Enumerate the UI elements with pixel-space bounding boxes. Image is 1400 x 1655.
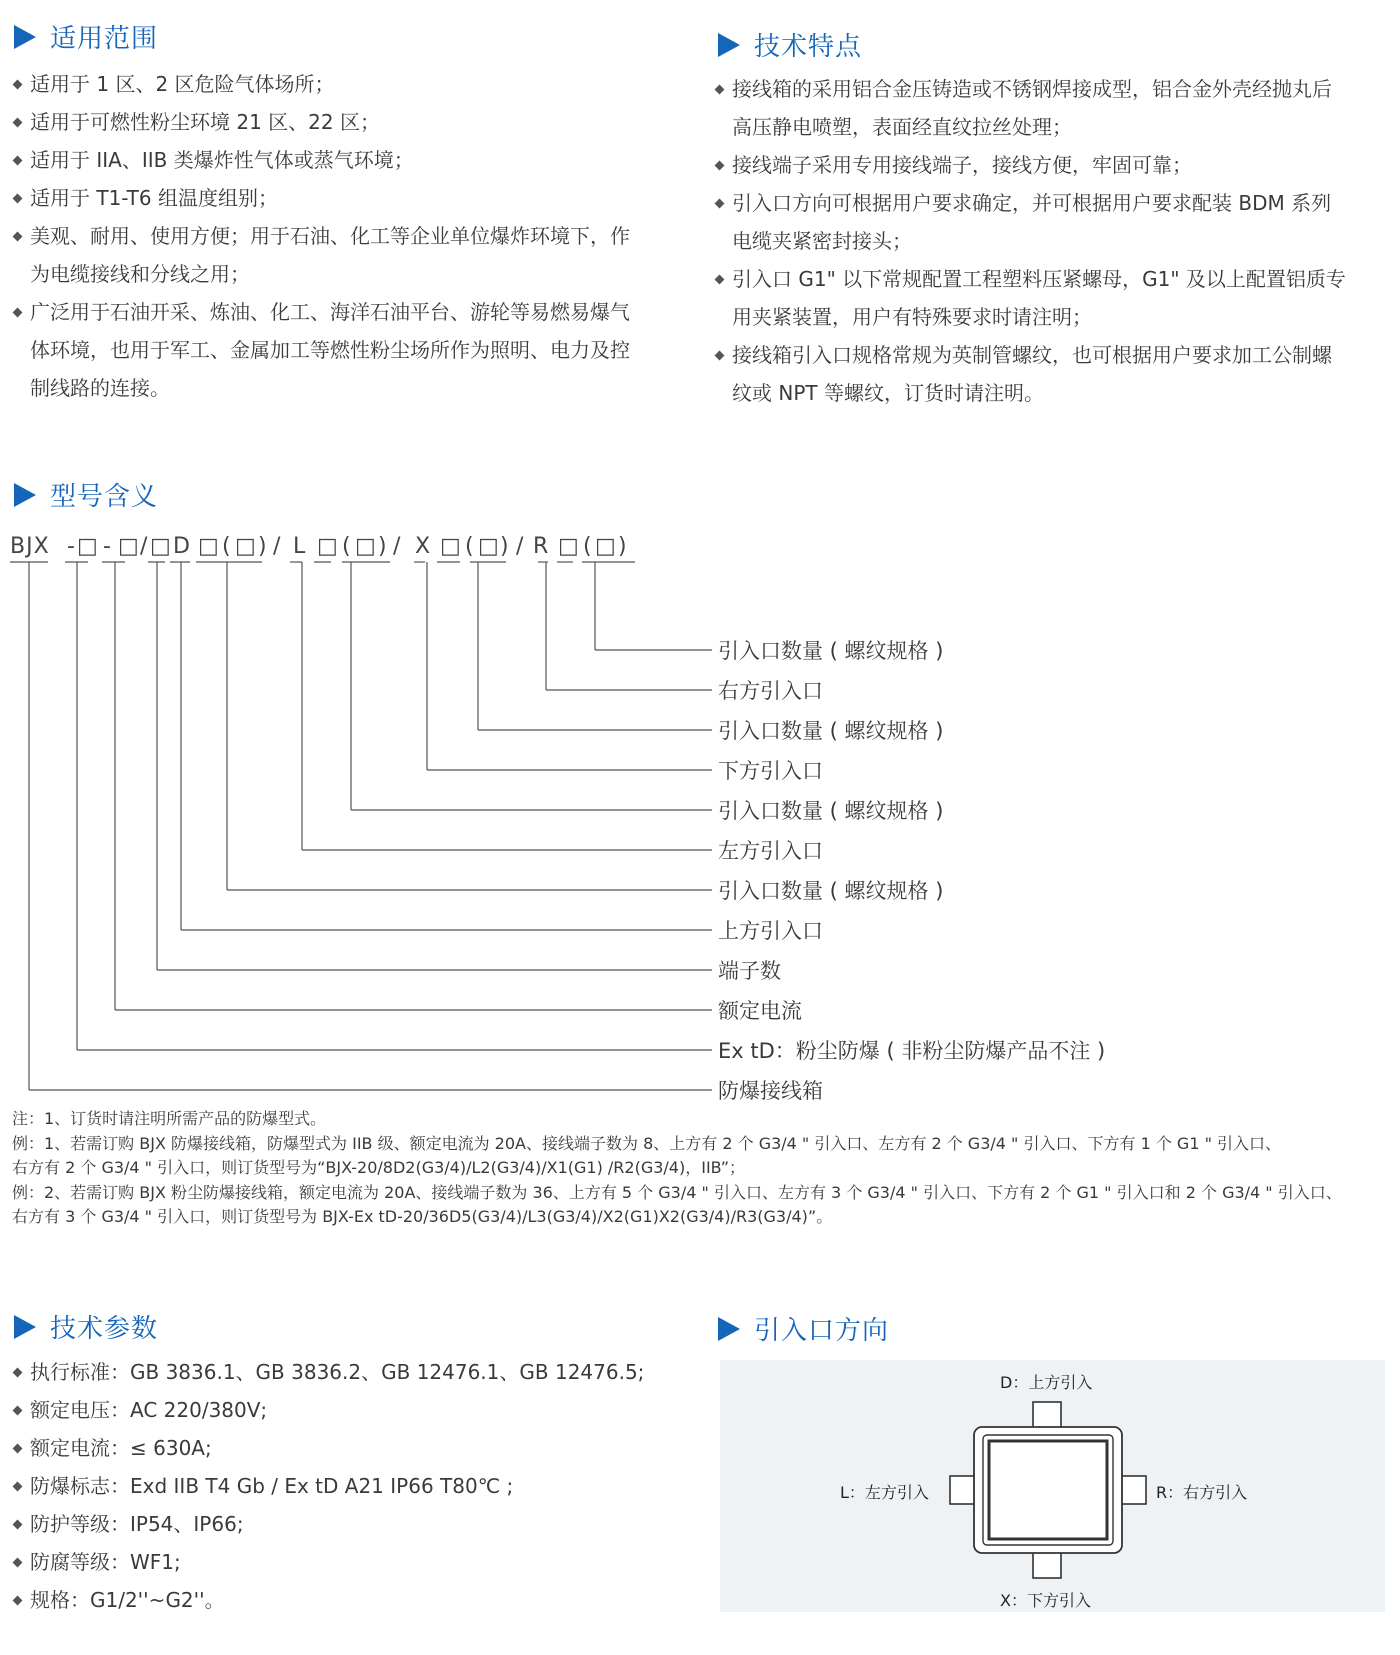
note-line: 右方有 3 个 G3/4 " 引入口，则订货型号为 BJX-Ex tD-20/36D5(G3/4)/L3(G3/4)/X2(G1)X2(G3/4)/R3(G3/4)”。 xyxy=(12,1207,833,1226)
code-placeholder-box: □ xyxy=(478,534,500,559)
params-section-title xyxy=(14,1308,158,1345)
note-line: 右方有 2 个 G3/4 " 引入口，则订货型号为“BJX-20/8D2(G3/4)/L2(G3/4)/X1(G1) /R2(G3/4)，IIB”； xyxy=(12,1158,746,1177)
code-char: ) xyxy=(378,534,388,559)
box-outer xyxy=(974,1427,1122,1553)
param-item: 执行标准：GB 3836.1、GB 3836.2、GB 12476.1、GB 12476.5; xyxy=(12,1353,692,1391)
model-description-label: 引入口数量 ( 螺纹规格 ) xyxy=(718,639,944,663)
code-placeholder-box: □ xyxy=(595,534,617,559)
scope-title: 适用范围 xyxy=(50,24,159,54)
code-char: ) xyxy=(500,534,510,559)
code-char: D xyxy=(173,534,191,559)
feature-item: 接线箱引入口规格常规为英制管螺纹，也可根据用户要求加工公制螺 纹或 NPT 等螺纹，订货时请注明。 xyxy=(714,336,1394,412)
code-char: R xyxy=(533,534,550,559)
code-char: ( xyxy=(222,534,232,559)
param-item: 额定电流：≤ 630A; xyxy=(12,1429,692,1467)
code-char: ) xyxy=(258,534,268,559)
diamond-bullet-icon xyxy=(13,1596,23,1606)
param-item: 防腐等级：WF1; xyxy=(12,1543,692,1581)
code-char: - xyxy=(103,534,112,559)
param-item: 防爆标志：Exd IIB T4 Gb / Ex tD A21 IP66 T80℃ ; xyxy=(12,1467,692,1505)
code-placeholder-box: □ xyxy=(440,534,462,559)
model-description-label: 右方引入口 xyxy=(718,679,823,703)
model-description-label: 额定电流 xyxy=(718,999,802,1023)
code-placeholder-box: □ xyxy=(198,534,220,559)
model-notes xyxy=(12,1107,1392,1230)
diamond-bullet-icon xyxy=(13,1444,23,1454)
code-placeholder-box: □ xyxy=(150,534,172,559)
params-list xyxy=(12,1353,692,1619)
diamond-bullet-icon xyxy=(13,1406,23,1416)
left-port xyxy=(950,1476,976,1504)
top-port xyxy=(1033,1402,1061,1428)
code-char: ( xyxy=(465,534,475,559)
features-title: 技术特点 xyxy=(754,32,863,62)
code-placeholder-box: □ xyxy=(118,534,140,559)
code-placeholder-box: □ xyxy=(355,534,377,559)
model-description-label: 下方引入口 xyxy=(718,759,823,783)
diamond-bullet-icon xyxy=(13,1520,23,1530)
diamond-bullet-icon xyxy=(13,1482,23,1492)
model-description-label: 引入口数量 ( 螺纹规格 ) xyxy=(718,799,944,823)
code-placeholder-box: □ xyxy=(77,534,99,559)
model-description-label: 引入口数量 ( 螺纹规格 ) xyxy=(718,719,944,743)
note-line: 注：1、订货时请注明所需产品的防爆型式。 xyxy=(12,1109,327,1128)
param-item: 规格：G1/2''~G2''。 xyxy=(12,1581,692,1619)
entry-direction-section-title xyxy=(718,1310,889,1347)
code-char: ( xyxy=(342,534,352,559)
model-description-label: 防爆接线箱 xyxy=(718,1079,823,1103)
param-item: 额定电压：AC 220/380V; xyxy=(12,1391,692,1429)
code-char: BJX xyxy=(10,534,50,559)
right-port xyxy=(1120,1476,1146,1504)
triangle-bullet-icon xyxy=(14,1315,36,1339)
entry-direction-title: 引入口方向 xyxy=(754,1316,890,1346)
code-placeholder-box: □ xyxy=(558,534,580,559)
code-placeholder-box: □ xyxy=(235,534,257,559)
model-description-label: Ex tD：粉尘防爆 ( 非粉尘防爆产品不注 ) xyxy=(718,1039,1106,1063)
scope-item: 适用于可燃性粉尘环境 21 区、22 区； xyxy=(12,103,682,141)
top-entry-label: D：上方引入 xyxy=(1000,1373,1093,1392)
model-description-label: 上方引入口 xyxy=(718,919,823,943)
code-char: ( xyxy=(583,534,593,559)
scope-item: 适用于 T1-T6 组温度组别； xyxy=(12,179,682,217)
feature-item: 接线箱的采用铝合金压铸造或不锈钢焊接成型，铝合金外壳经抛丸后 高压静电喷塑，表面经直纹拉丝处理； xyxy=(714,70,1394,146)
feature-item: 接线端子采用专用接线端子，接线方便，牢固可靠； xyxy=(714,146,1394,184)
code-char: / xyxy=(516,534,525,559)
model-title: 型号含义 xyxy=(50,482,159,512)
diamond-bullet-icon xyxy=(13,1368,23,1378)
param-item: 防护等级：IP54、IP66; xyxy=(12,1505,692,1543)
left-entry-label: L：左方引入 xyxy=(840,1483,929,1502)
feature-item: 引入口方向可根据用户要求确定，并可根据用户要求配装 BDM 系列 电缆夹紧密封接头； xyxy=(714,184,1394,260)
model-description-label: 端子数 xyxy=(718,959,781,983)
code-char: / xyxy=(393,534,402,559)
code-char: / xyxy=(273,534,282,559)
junction-box-diagram xyxy=(720,1360,1385,1612)
code-char: X xyxy=(415,534,432,559)
diamond-bullet-icon xyxy=(13,1558,23,1568)
bottom-entry-label: X：下方引入 xyxy=(1000,1591,1091,1610)
scope-item: 美观、耐用、使用方便；用于石油、化工等企业单位爆炸环境下，作 为电缆接线和分线之用； xyxy=(12,217,682,293)
scope-item: 适用于 1 区、2 区危险气体场所； xyxy=(12,65,682,103)
code-char: ) xyxy=(618,534,628,559)
model-description-label: 引入口数量 ( 螺纹规格 ) xyxy=(718,879,944,903)
model-description-label: 左方引入口 xyxy=(718,839,823,863)
note-line: 例：1、若需订购 BJX 防爆接线箱，防爆型式为 IIB 级、额定电流为 20A、接线端子数为 8、上方有 2 个 G3/4 " 引入口、左方有 2 个 G3/4 " 引入口、下方有 1 个 G1 " 引入口、 xyxy=(12,1133,1282,1153)
params-title: 技术参数 xyxy=(50,1314,159,1344)
code-char: - xyxy=(67,534,76,559)
code-char: / xyxy=(140,534,149,559)
note-line: 例：2、若需订购 BJX 粉尘防爆接线箱，额定电流为 20A、接线端子数为 36、上方有 5 个 G3/4 " 引入口、左方有 3 个 G3/4 " 引入口、下方有 2 个 G1 " 引入口和 2 个 G3/4 " 引入口、 xyxy=(12,1182,1342,1202)
scope-item: 广泛用于石油开采、炼油、化工、海洋石油平台、游轮等易燃易爆气 体环境，也用于军工、金属加工等燃性粉尘场所作为照明、电力及控 制线路的连接。 xyxy=(12,293,682,407)
code-char: L xyxy=(293,534,307,559)
right-entry-label: R：右方引入 xyxy=(1156,1483,1248,1502)
entry-direction-panel xyxy=(720,1360,1385,1612)
triangle-bullet-icon xyxy=(718,1317,740,1341)
scope-item: 适用于 IIA、IIB 类爆炸性气体或蒸气环境； xyxy=(12,141,682,179)
code-placeholder-box: □ xyxy=(317,534,339,559)
bottom-port xyxy=(1033,1552,1061,1578)
feature-item: 引入口 G1" 以下常规配置工程塑料压紧螺母，G1" 及以上配置铝质专 用夹紧装置，用户有特殊要求时请注明； xyxy=(714,260,1394,336)
